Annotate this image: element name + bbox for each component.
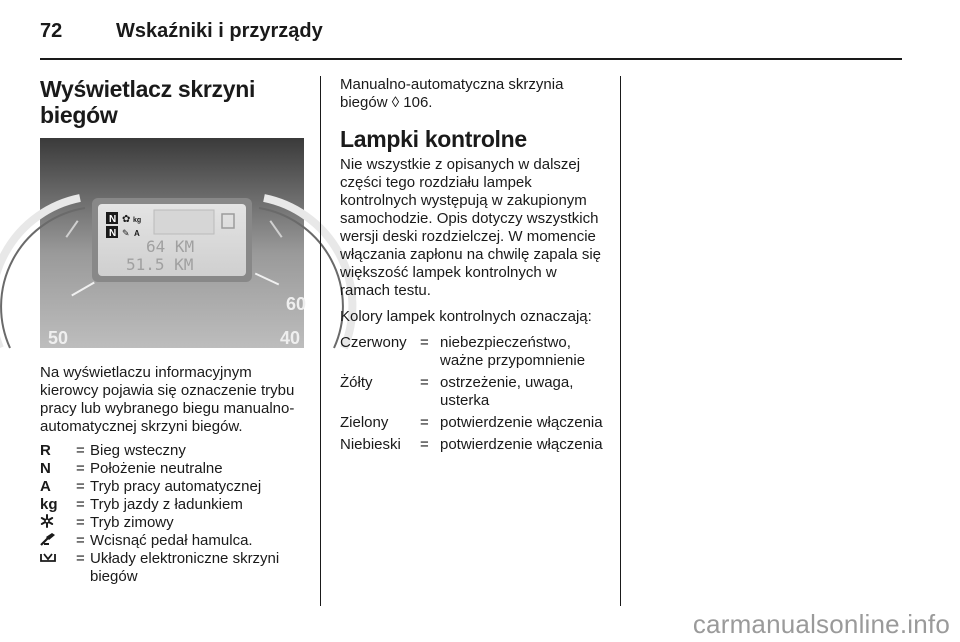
instrument-cluster-illustration [40, 138, 307, 348]
definition-row: A = Tryb pracy automatycznej [40, 478, 262, 495]
column-divider [320, 76, 321, 606]
instrument-cluster-photo [40, 138, 307, 348]
left-column [40, 76, 307, 586]
chapter-title: Wskaźniki i przyrządy [116, 20, 323, 42]
display-a-letter: A [134, 229, 140, 238]
gear-display-intro: Na wyświetlaczu informacyjnym kierowcy pojawia się oznaczenie trybu pracy lub wybranego biegu manualno-automatycznej skrzyni biegów. [40, 364, 295, 435]
definition-row: = Tryb zimowy [40, 514, 304, 532]
gearbox-fault-icon [40, 550, 76, 586]
gearbox-reference[interactable]: Manualno-automatyczna skrzynia biegów ◊ 106. [340, 76, 564, 111]
display-brake-icon: ✎ [122, 228, 130, 238]
warning-lights-description: Nie wszystkie z opisanych w dalszej części tego rozdziału lampek kontrolnych występują w zakupionym samochodzie. Opis dotyczy wszystkich wersji deski rozdzielczej. W momencie włączania zapłonu na chwilę zapala się większość lampek kontrolnych w ramach testu. [340, 156, 601, 299]
color-row: Zielony = potwierdzenie włączenia [340, 414, 603, 431]
definition-row: N = Położenie neutralne [40, 460, 223, 477]
watermark: carmanualsonline.info [692, 609, 950, 639]
warning-lights-colors-intro: Kolory lampek kontrolnych oznaczają: [340, 308, 592, 325]
color-row: Niebieski = potwierdzenie włączenia [340, 436, 603, 453]
display-readout-1: 64 KM [146, 237, 195, 256]
scale-label-right-a: 60 [286, 294, 307, 314]
display-snowflake-icon: ✿ [122, 214, 131, 225]
definition-row: kg = Tryb jazdy z ładunkiem [40, 496, 243, 513]
display-kg: kg [133, 217, 142, 224]
page-number: 72 [40, 20, 63, 42]
definition-row: R = Bieg wsteczny [40, 442, 186, 459]
color-row: Czerwony = niebezpieczeństwo, ważne przypomnienie [340, 334, 586, 369]
symbol-n: N [40, 460, 51, 477]
middle-column [340, 76, 606, 458]
column-divider [620, 76, 621, 606]
page-header [40, 14, 902, 60]
scale-label-right-b: 40 [280, 328, 301, 348]
symbol-a: A [40, 478, 51, 495]
definition-row: = Układy elektroniczne skrzyni biegów [40, 550, 304, 586]
display-readout-2: 51.5 KM [126, 255, 194, 274]
brake-pedal-icon [40, 532, 76, 550]
color-row: Żółty = ostrzeżenie, uwaga, usterka [340, 374, 574, 409]
header-rule [40, 58, 902, 60]
color-definitions [340, 334, 606, 454]
definition-row: = Wcisnąć pedał hamulca. [40, 532, 304, 550]
section-heading-warning-lights: Lampki kontrolne [340, 126, 527, 152]
symbol-kg: kg [40, 496, 58, 513]
snowflake-icon [40, 514, 76, 532]
symbol-definitions [40, 442, 304, 586]
scale-label-left: 50 [48, 328, 69, 348]
symbol-r: R [40, 442, 51, 459]
display-n-letter-2: N [109, 228, 117, 239]
display-n-letter: N [109, 214, 117, 225]
section-heading-gear-display: Wyświetlacz skrzyni biegów [40, 76, 256, 128]
